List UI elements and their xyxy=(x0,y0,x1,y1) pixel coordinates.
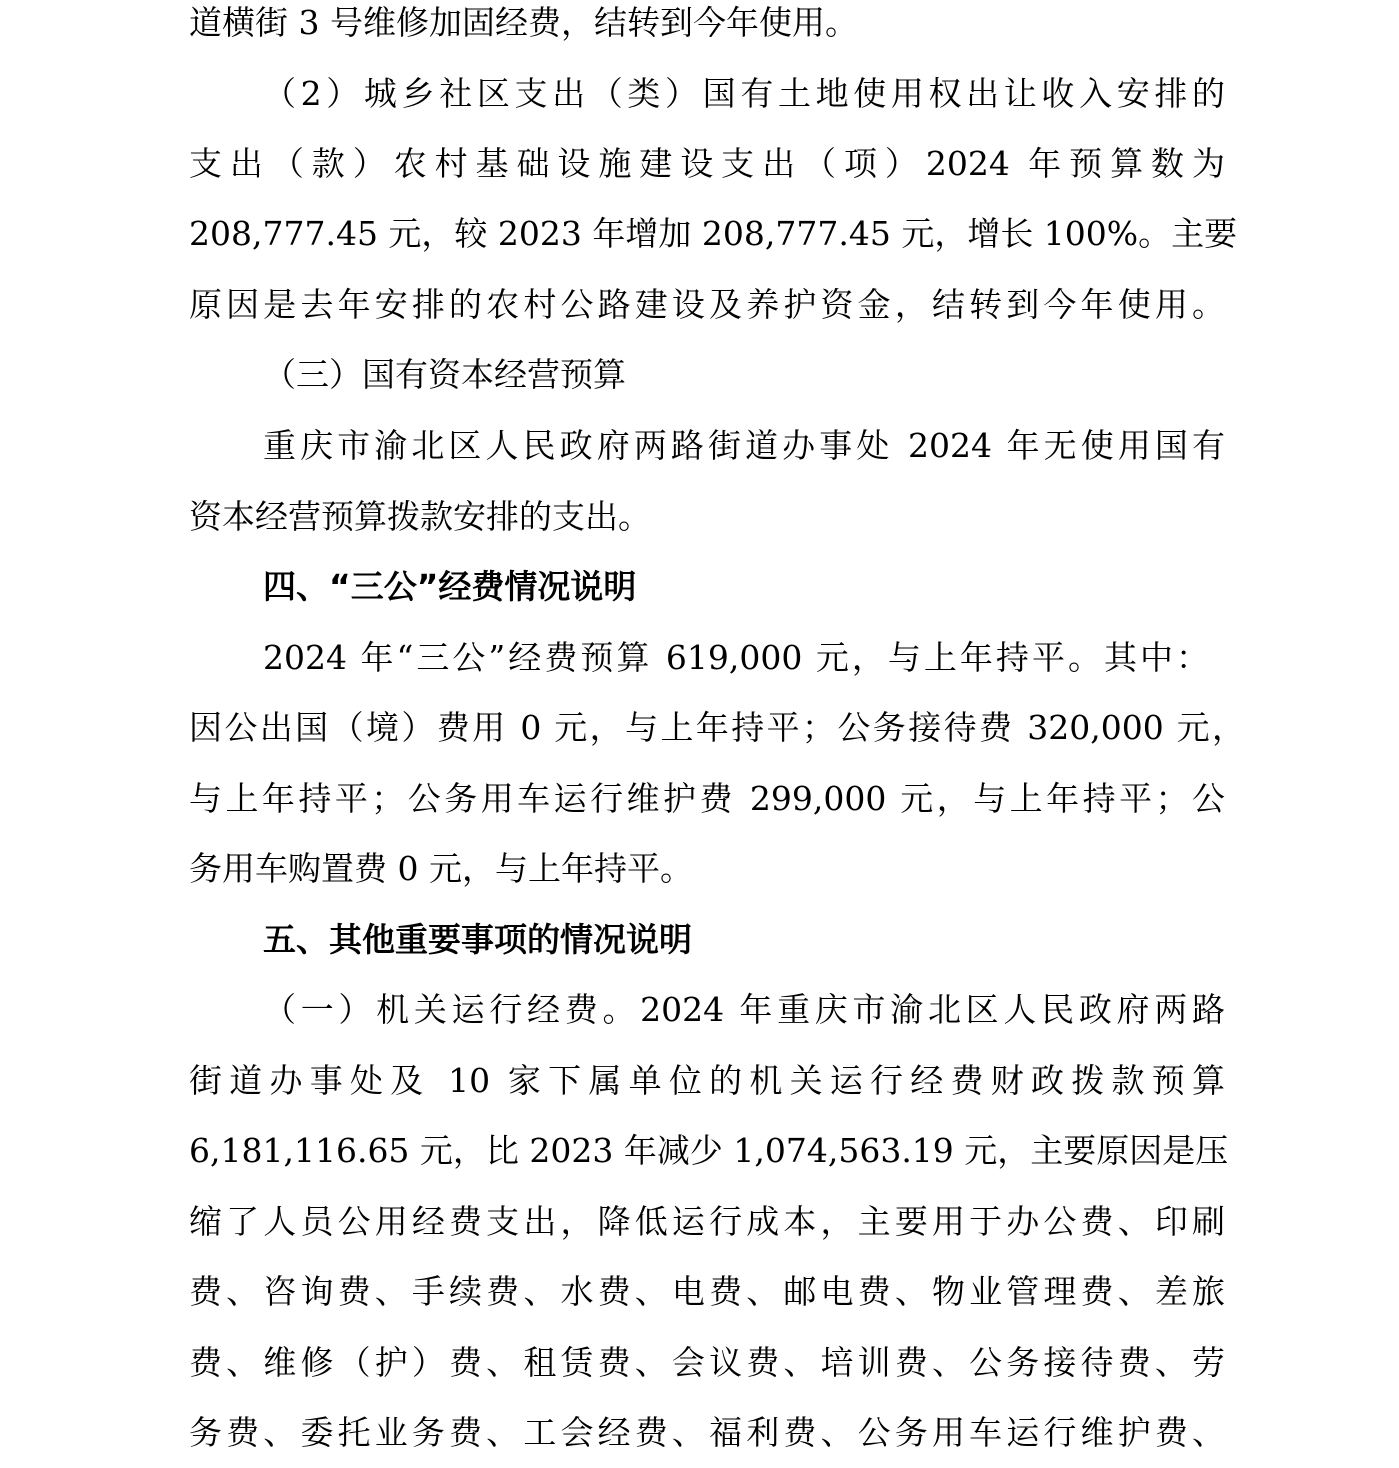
text-line-20: 费、维修（护）费、租赁费、会议费、培训费、公务接待费、劳 xyxy=(189,1343,1225,1382)
text-line-3: 支出（款）农村基础设施建设支出（项）2024 年预算数为 xyxy=(189,144,1225,183)
text-line-7: 重庆市渝北区人民政府两路街道办事处 2024 年无使用国有 xyxy=(263,426,1225,465)
text-line-8: 资本经营预算拨款安排的支出。 xyxy=(189,497,651,536)
text-line-5: 原因是去年安排的农村公路建设及养护资金，结转到今年使用。 xyxy=(189,285,1225,324)
text-line-19: 费、咨询费、手续费、水费、电费、邮电费、物业管理费、差旅 xyxy=(189,1272,1225,1311)
section-heading-three-public: 四、“三公”经费情况说明 xyxy=(263,567,637,606)
section-heading-other-matters: 五、其他重要事项的情况说明 xyxy=(263,920,692,959)
text-line-4: 208,777.45 元，较 2023 年增加 208,777.45 元，增长 100%。主要 xyxy=(189,214,1238,253)
text-line-16: 街道办事处及 10 家下属单位的机关运行经费财政拨款预算 xyxy=(189,1061,1225,1100)
text-line-11: 因公出国（境）费用 0 元，与上年持平；公务接待费 320,000 元， xyxy=(189,708,1245,747)
section-heading-state-capital: （三）国有资本经营预算 xyxy=(263,355,626,394)
text-line-10: 2024 年“三公”经费预算 619,000 元，与上年持平。其中： xyxy=(263,638,1209,677)
text-line-18: 缩了人员公用经费支出，降低运行成本，主要用于办公费、印刷 xyxy=(189,1202,1225,1241)
text-line-2: （2）城乡社区支出（类）国有土地使用权出让收入安排的 xyxy=(263,74,1225,113)
text-line-13: 务用车购置费 0 元，与上年持平。 xyxy=(189,849,693,888)
text-line-21: 务费、委托业务费、工会经费、福利费、公务用车运行维护费、 xyxy=(189,1413,1225,1452)
text-line-12: 与上年持平；公务用车运行维护费 299,000 元，与上年持平；公 xyxy=(189,779,1225,818)
text-line-1: 道横街 3 号维修加固经费，结转到今年使用。 xyxy=(189,3,858,42)
text-line-17: 6,181,116.65 元，比 2023 年减少 1,074,563.19 元，主要原因是压 xyxy=(189,1131,1229,1170)
text-line-15: （一）机关运行经费。2024 年重庆市渝北区人民政府两路 xyxy=(263,990,1225,1029)
